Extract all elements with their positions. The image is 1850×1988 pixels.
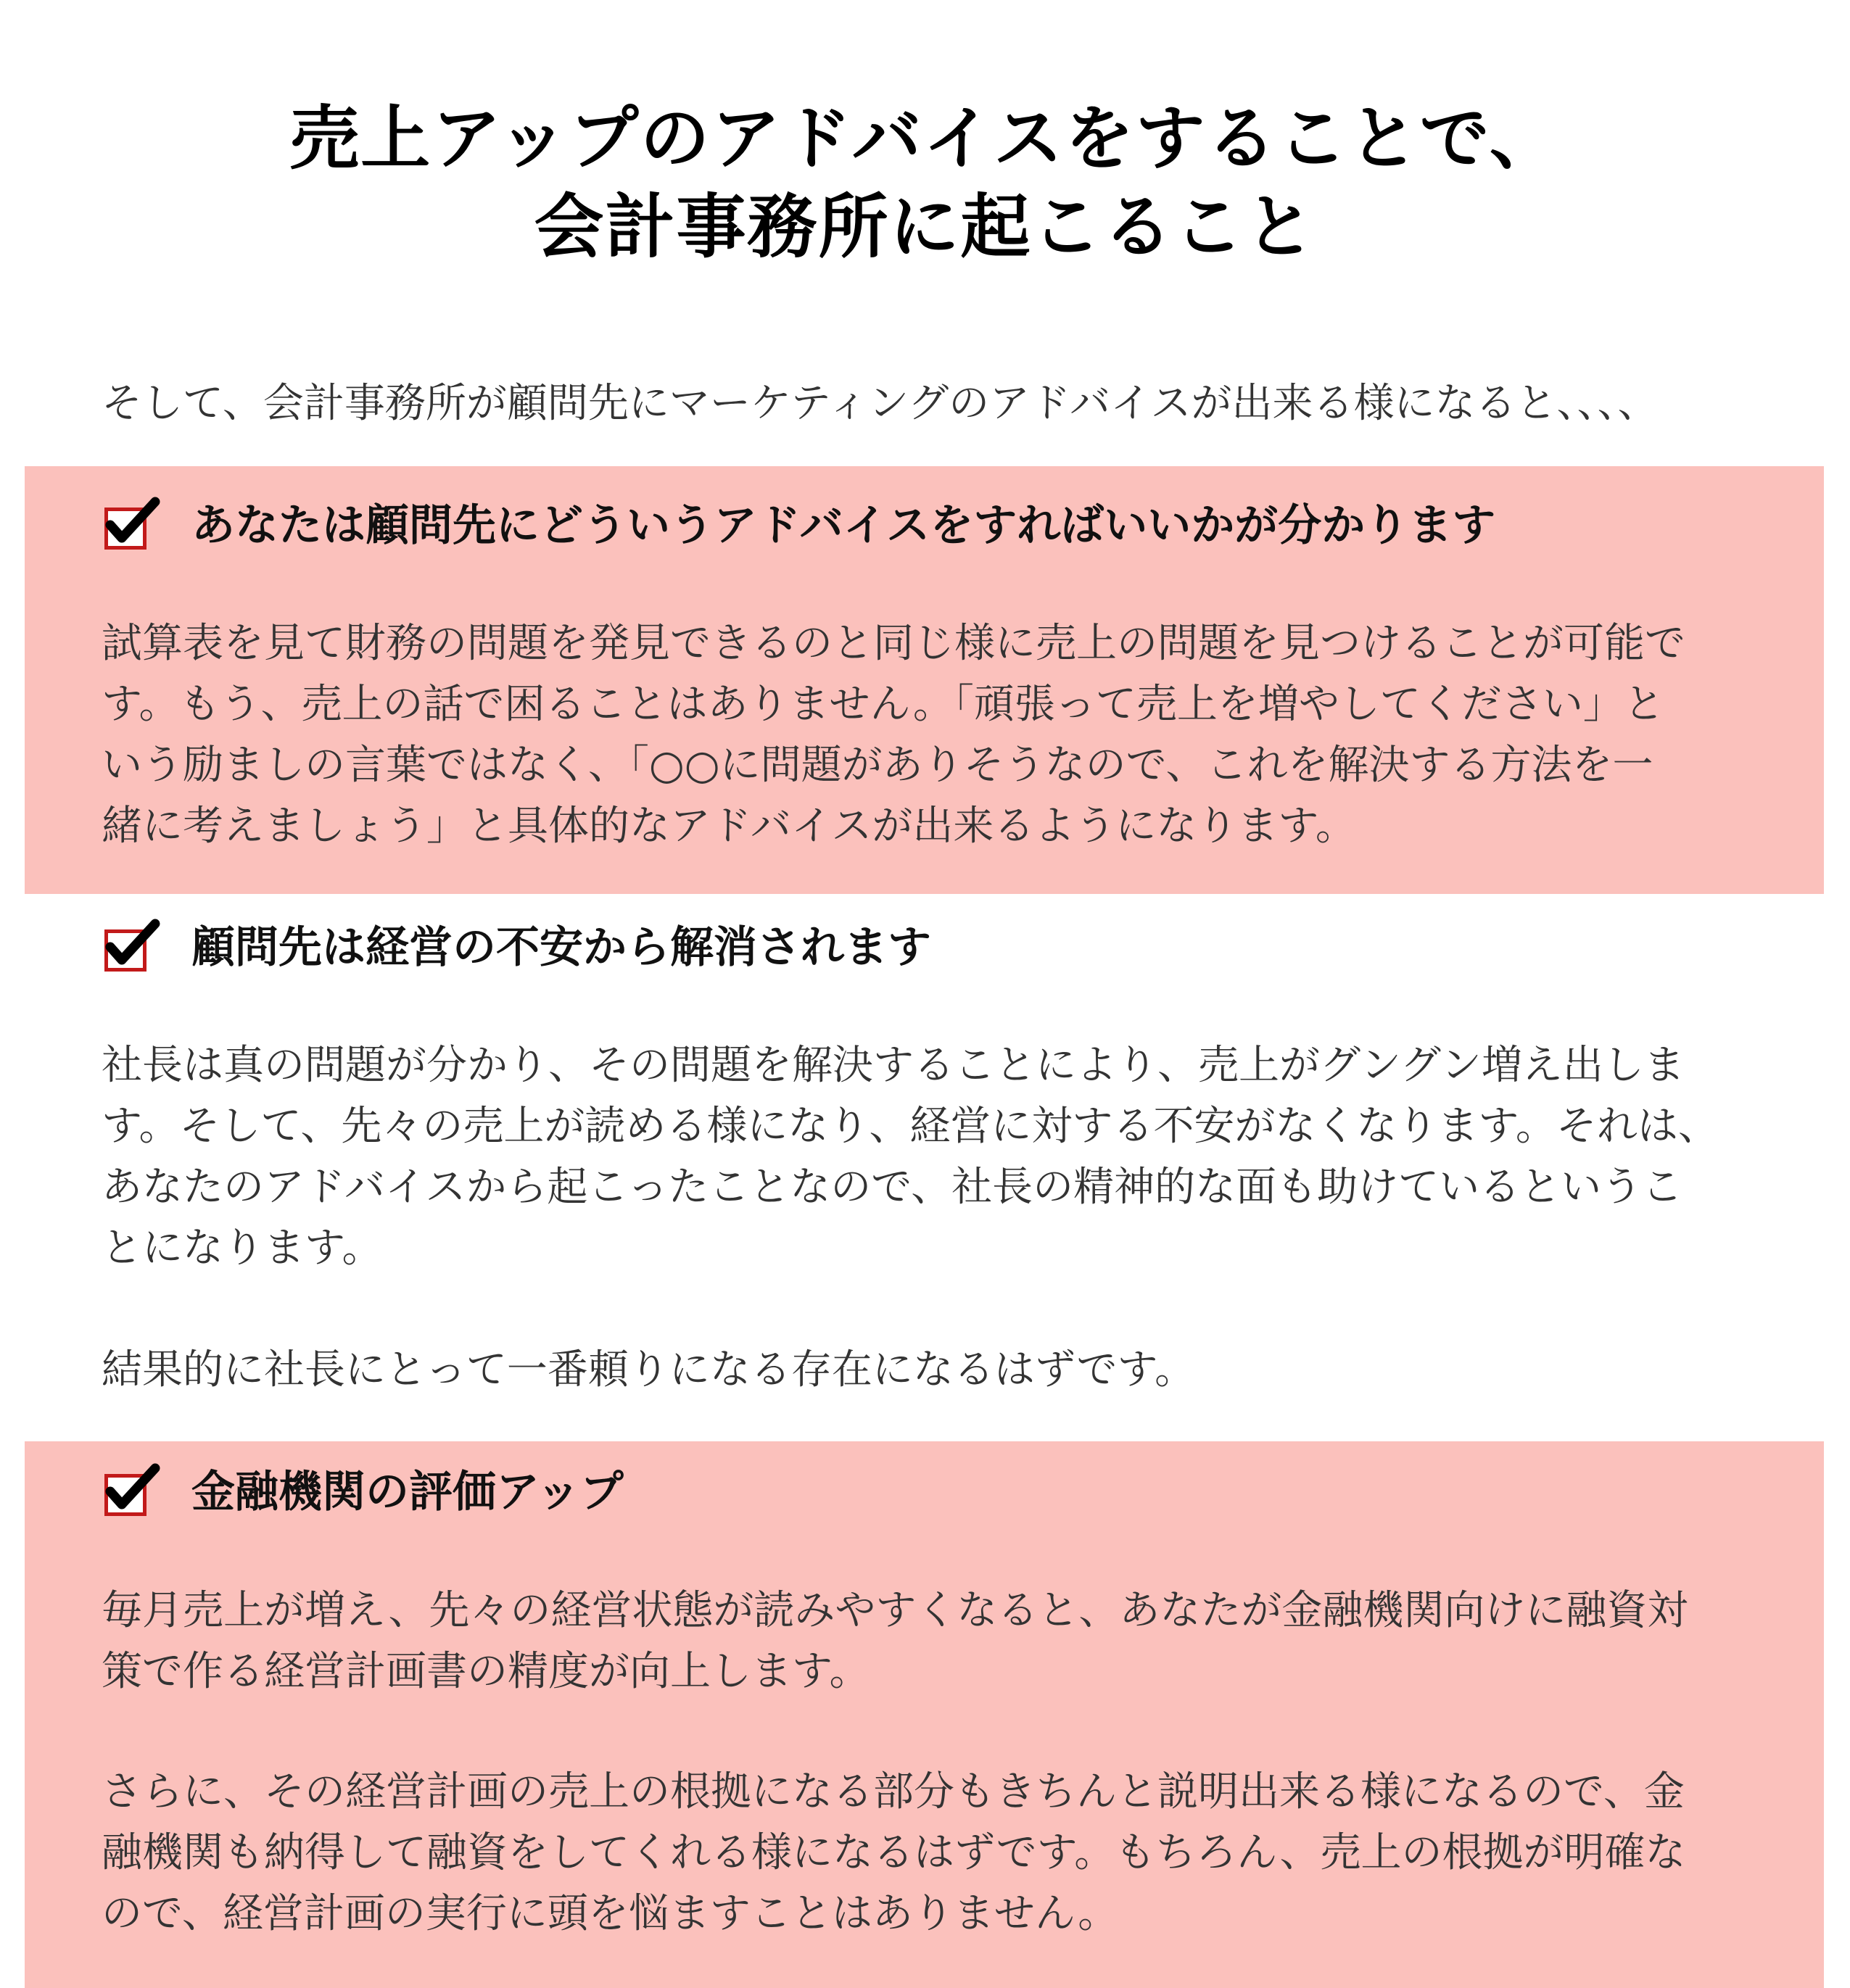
section-title-2: 顧問先は経営の不安から解消されます: [191, 922, 931, 973]
intro-text: そして、会計事務所が顧問先にマーケティングのアドバイスが出来る様になると、、、、: [102, 380, 1659, 427]
section-heading-1: [102, 493, 1495, 558]
section-title-3: 金融機関の評価アップ: [191, 1467, 624, 1517]
paragraph-line: とになります。: [102, 1225, 383, 1272]
paragraph-line: 融機関も納得して融資をしてくれる様になるはずです。もちろん、売上の根拠が明確な: [102, 1829, 1686, 1876]
paragraph-line: 策で作る経営計画書の精度が向上します。: [102, 1648, 870, 1695]
section-paragraph-2-1: [102, 1035, 1762, 1279]
page-title: [0, 94, 1850, 271]
checkbox-icon: [102, 918, 161, 977]
paragraph-line: す。もう、売上の話で困ることはありません。「頑張って売上を増やしてください」と: [102, 681, 1664, 728]
checkbox-icon: [102, 496, 161, 555]
paragraph-line: 毎月売上が増え、先々の経営状態が読みやすくなると、あなたが金融機関向けに融資対: [102, 1587, 1688, 1634]
page-title-line-1: 売上アップのアドバイスをすることで、: [289, 98, 1561, 179]
checkbox-icon: [102, 1462, 161, 1522]
paragraph-line: いう励ましの言葉ではなく、「○○に問題がありそうなので、これを解決する方法を一: [102, 742, 1653, 789]
section-paragraph-1-1: [102, 613, 1762, 857]
paragraph-line: 試算表を見て財務の問題を発見できるのと同じ様に売上の問題を見つけることが可能で: [102, 620, 1685, 667]
paragraph-line: す。そして、先々の売上が読める様になり、経営に対する不安がなくなります。それは、: [102, 1103, 1719, 1150]
section-paragraph-2-2: [102, 1340, 1762, 1401]
paragraph-line: 結果的に社長にとって一番頼りになる存在になるはずです。: [102, 1346, 1196, 1393]
paragraph-line: 緒に考えましょう」と具体的なアドバイスが出来るようになります。: [102, 803, 1356, 850]
paragraph-line: ので、経営計画の実行に頭を悩ますことはありません。: [102, 1890, 1119, 1937]
paragraph-line: 社長は真の問題が分かり、その問題を解決することにより、売上がグングン増え出しま: [102, 1042, 1685, 1089]
paragraph-line: さらに、その経営計画の売上の根拠になる部分もきちんと説明出来る様になるので、金: [102, 1768, 1685, 1815]
section-title-1: あなたは顧問先にどういうアドバイスをすればいいかが分かります: [191, 500, 1496, 551]
section-paragraph-3-1: [102, 1581, 1762, 1702]
page-title-line-2: 会計事務所に起こること: [534, 186, 1316, 268]
section-paragraph-3-2: [102, 1762, 1762, 1944]
section-heading-2: [102, 915, 931, 980]
section-heading-3: [102, 1459, 624, 1525]
paragraph-line: あなたのアドバイスから起こったことなので、社長の精神的な面も助けているというこ: [102, 1164, 1683, 1211]
